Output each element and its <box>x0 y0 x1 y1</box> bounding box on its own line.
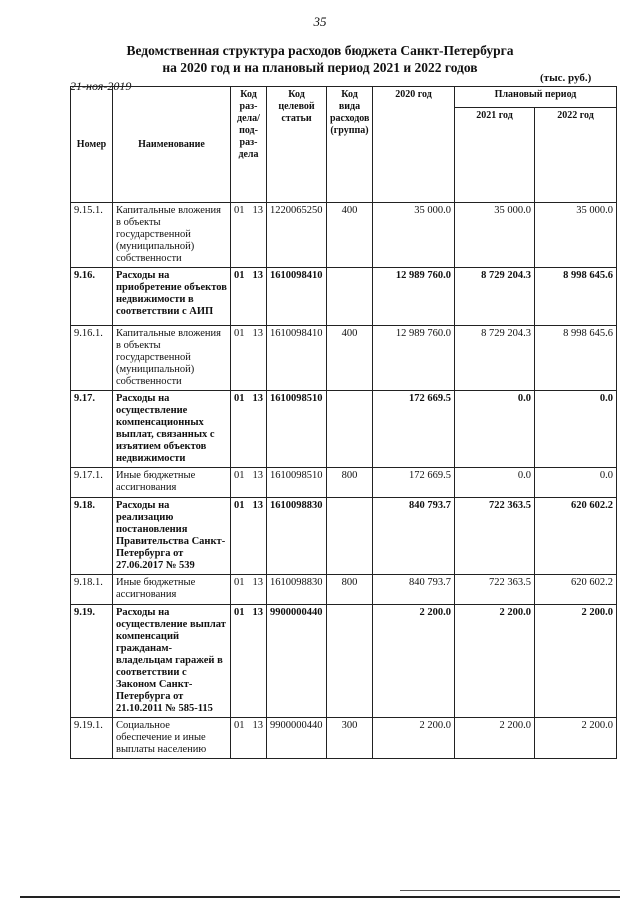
row-amount-2020: 12 989 760.0 <box>373 268 455 326</box>
row-amount-2022: 8 998 645.6 <box>535 268 617 326</box>
budget-table <box>70 86 617 759</box>
row-amount-2020: 2 200.0 <box>373 718 455 759</box>
row-section-code <box>231 391 267 468</box>
title-line-2: на 2020 год и на плановый период 2021 и 2022 годов <box>162 60 478 75</box>
row-amount-2021: 8 729 204.3 <box>455 326 535 391</box>
document-title <box>60 42 580 76</box>
row-target-code: 1610098410 <box>267 268 327 326</box>
table-row <box>71 326 617 391</box>
row-target-code: 1610098410 <box>267 326 327 391</box>
row-expense-type: 800 <box>327 468 373 498</box>
row-section-code <box>231 468 267 498</box>
row-amount-2020: 35 000.0 <box>373 203 455 268</box>
row-target-code: 9900000440 <box>267 605 327 718</box>
row-section-code <box>231 575 267 605</box>
row-amount-2020: 840 793.7 <box>373 575 455 605</box>
row-amount-2021: 2 200.0 <box>455 605 535 718</box>
section-code: 01 <box>234 470 245 481</box>
row-amount-2022: 620 602.2 <box>535 575 617 605</box>
table-row <box>71 268 617 326</box>
row-expense-type: 400 <box>327 203 373 268</box>
row-name: Расходы на приобретение объектов недвижимости в соответствии с АИП <box>113 268 231 326</box>
table-row <box>71 391 617 468</box>
row-number: 9.18.1. <box>71 575 113 605</box>
row-number: 9.15.1. <box>71 203 113 268</box>
row-expense-type: 400 <box>327 326 373 391</box>
row-amount-2021: 0.0 <box>455 468 535 498</box>
section-code: 01 <box>234 270 245 281</box>
row-number: 9.17. <box>71 391 113 468</box>
row-name: Капитальные вложения в объекты государственной (муниципальной) собственности <box>113 203 231 268</box>
table-row <box>71 605 617 718</box>
row-amount-2022: 2 200.0 <box>535 605 617 718</box>
row-expense-type <box>327 498 373 575</box>
row-target-code: 1610098830 <box>267 575 327 605</box>
row-target-code: 1610098510 <box>267 391 327 468</box>
subsection-code: 13 <box>252 577 263 588</box>
row-name: Расходы на осуществление выплат компенсаций гражданам-владельцам гаражей в соответствии с Законом Санкт-Петербурга от 21.10.2011 № 585-115 <box>113 605 231 718</box>
row-number: 9.19.1. <box>71 718 113 759</box>
header-2020: 2020 год <box>373 87 455 203</box>
row-target-code: 1220065250 <box>267 203 327 268</box>
header-expense-type: Код вида расходов (группа) <box>327 87 373 203</box>
row-number: 9.18. <box>71 498 113 575</box>
header-2021: 2021 год <box>455 108 535 203</box>
row-name: Капитальные вложения в объекты государственной (муниципальной) собственности <box>113 326 231 391</box>
row-expense-type: 800 <box>327 575 373 605</box>
section-code: 01 <box>234 328 245 339</box>
row-section-code <box>231 498 267 575</box>
row-amount-2022: 0.0 <box>535 468 617 498</box>
row-amount-2020: 2 200.0 <box>373 605 455 718</box>
table-row <box>71 498 617 575</box>
row-number: 9.17.1. <box>71 468 113 498</box>
header-planned-period: Плановый период <box>455 87 617 108</box>
row-target-code: 9900000440 <box>267 718 327 759</box>
row-expense-type: 300 <box>327 718 373 759</box>
section-code: 01 <box>234 500 245 511</box>
section-code: 01 <box>234 205 245 216</box>
section-code: 01 <box>234 607 245 618</box>
section-code: 01 <box>234 577 245 588</box>
row-expense-type <box>327 391 373 468</box>
row-amount-2021: 0.0 <box>455 391 535 468</box>
row-amount-2022: 2 200.0 <box>535 718 617 759</box>
row-amount-2022: 620 602.2 <box>535 498 617 575</box>
row-target-code: 1610098510 <box>267 468 327 498</box>
row-name: Иные бюджетные ассигнования <box>113 575 231 605</box>
row-amount-2020: 840 793.7 <box>373 498 455 575</box>
row-amount-2020: 12 989 760.0 <box>373 326 455 391</box>
header-name: Наименование <box>113 87 231 203</box>
page-number: 35 <box>313 14 327 29</box>
row-expense-type <box>327 268 373 326</box>
subsection-code: 13 <box>252 328 263 339</box>
header-2022: 2022 год <box>535 108 617 203</box>
row-amount-2021: 722 363.5 <box>455 575 535 605</box>
row-name: Расходы на осуществление компенсационных выплат, связанных с изъятием объектов недвижимости <box>113 391 231 468</box>
row-amount-2021: 722 363.5 <box>455 498 535 575</box>
subsection-code: 13 <box>252 270 263 281</box>
table-row <box>71 203 617 268</box>
subsection-code: 13 <box>252 205 263 216</box>
row-section-code <box>231 605 267 718</box>
row-amount-2022: 35 000.0 <box>535 203 617 268</box>
header-section-code: Код раз-дела/ под-раз-дела <box>231 87 267 203</box>
row-number: 9.19. <box>71 605 113 718</box>
row-section-code <box>231 718 267 759</box>
row-expense-type <box>327 605 373 718</box>
subsection-code: 13 <box>252 470 263 481</box>
subsection-code: 13 <box>252 393 263 404</box>
document-date: 21-ноя-2019 <box>70 79 132 93</box>
row-amount-2021: 8 729 204.3 <box>455 268 535 326</box>
row-section-code <box>231 326 267 391</box>
subsection-code: 13 <box>252 607 263 618</box>
row-amount-2022: 0.0 <box>535 391 617 468</box>
row-section-code <box>231 203 267 268</box>
row-name: Социальное обеспечение и иные выплаты населению <box>113 718 231 759</box>
title-line-1: Ведомственная структура расходов бюджета Санкт-Петербурга <box>126 43 514 58</box>
row-name: Иные бюджетные ассигнования <box>113 468 231 498</box>
header-number: Номер <box>71 87 113 203</box>
row-amount-2021: 2 200.0 <box>455 718 535 759</box>
subsection-code: 13 <box>252 720 263 731</box>
row-name: Расходы на реализацию постановления Правительства Санкт-Петербурга от 27.06.2017 № 539 <box>113 498 231 575</box>
row-number: 9.16.1. <box>71 326 113 391</box>
table-row <box>71 575 617 605</box>
row-target-code: 1610098830 <box>267 498 327 575</box>
header-target-code: Код целевой статьи <box>267 87 327 203</box>
section-code: 01 <box>234 720 245 731</box>
table-row <box>71 468 617 498</box>
row-amount-2022: 8 998 645.6 <box>535 326 617 391</box>
row-amount-2021: 35 000.0 <box>455 203 535 268</box>
row-amount-2020: 172 669.5 <box>373 468 455 498</box>
row-amount-2020: 172 669.5 <box>373 391 455 468</box>
subsection-code: 13 <box>252 500 263 511</box>
row-section-code <box>231 268 267 326</box>
footer-rule <box>20 896 620 898</box>
footer-rule-short <box>400 890 620 891</box>
units-label: (тыс. руб.) <box>540 72 592 84</box>
section-code: 01 <box>234 393 245 404</box>
table-row <box>71 718 617 759</box>
row-number: 9.16. <box>71 268 113 326</box>
